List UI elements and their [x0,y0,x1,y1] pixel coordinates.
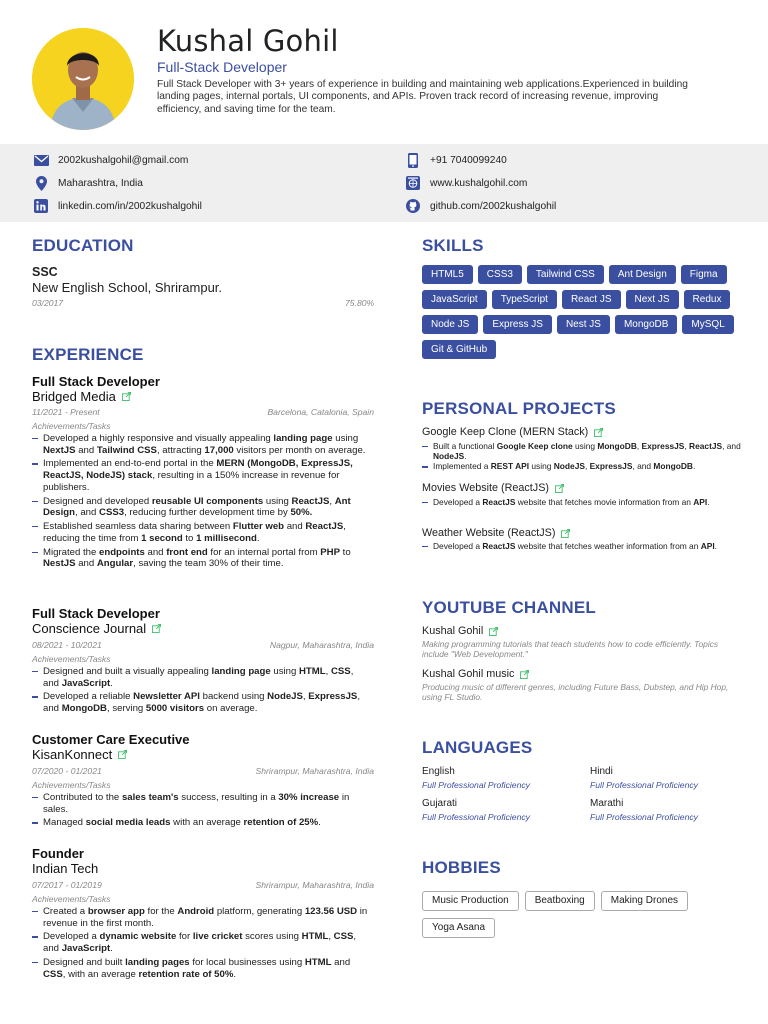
hobby-chip: Yoga Asana [422,918,495,938]
job-3-place: Shrirampur, Maharashtra, India [255,766,374,776]
skill-chip: MySQL [682,315,733,334]
external-link-icon [555,484,564,493]
linkedin-icon [33,198,49,214]
external-link-icon [118,750,127,759]
job-4-company: Indian Tech [32,861,99,876]
phone-contact[interactable] [405,152,507,168]
skill-chip: Figma [681,265,727,284]
job-1-place: Barcelona, Catalonia, Spain [267,407,374,417]
phone-text: +91 7040099240 [430,154,507,166]
external-link-icon [122,392,131,401]
bullet-item: Designed and built a visually appealing landing page using HTML, CSS, and JavaScript. [32,666,372,689]
job-2-place: Nagpur, Maharashtra, India [269,640,374,650]
project-1-bullets [422,442,762,473]
bullet-item: Developed a dynamic website for live cricket scores using HTML, CSS, and JavaScript. [32,931,372,954]
project-3-title: Weather Website (ReactJS) [422,527,556,539]
bullet-item: Implemented a REST API using NodeJS, ExpressJS, and MongoDB. [422,462,742,472]
globe-icon [405,175,421,191]
language-2-level: Full Professional Proficiency [590,780,698,790]
profile-photo [32,28,134,130]
job-3-tasks-label: Achievements/Tasks [32,780,111,790]
skill-chip: JavaScript [422,290,487,309]
job-2-tasks-label: Achievements/Tasks [32,654,111,664]
candidate-name: Kushal Gohil [157,24,339,58]
bullet-item: Developed a reliable Newsletter API backend using NodeJS, ExpressJS, and MongoDB, serving 5000 visitors on average. [32,691,372,714]
project-1-link[interactable] [422,426,603,438]
hobby-chip: Making Drones [601,891,688,911]
job-3-company-link[interactable] [32,747,127,762]
language-4-name: Marathi [590,798,624,809]
location-text: Maharashtra, India [58,177,143,189]
language-1-level: Full Professional Proficiency [422,780,530,790]
job-1-company-link[interactable] [32,389,131,404]
linkedin-contact[interactable] [33,198,202,214]
project-2-link[interactable] [422,482,564,494]
location-pin-icon [33,175,49,191]
youtube-2-desc: Producing music of different genres, including Future Bass, Dubstep, and Hip Hop, using FL Studio. [422,682,729,702]
job-4-date: 07/2017 - 01/2019 [32,880,102,890]
hobby-chip: Beatboxing [525,891,595,911]
bullet-item: Managed social media leads with an average retention of 25%. [32,817,372,829]
hobbies-heading: HOBBIES [422,858,501,877]
job-4-title: Founder [32,846,84,861]
hobbies-list [422,891,722,938]
skills-heading: SKILLS [422,236,484,255]
candidate-role: Full-Stack Developer [157,59,287,75]
skill-chip: Ant Design [609,265,676,284]
youtube-2-title: Kushal Gohil music [422,668,515,680]
job-2-date: 08/2021 - 10/2021 [32,640,102,650]
skill-chip: CSS3 [478,265,522,284]
language-2-name: Hindi [590,766,613,777]
skill-chip: Node JS [422,315,478,334]
skill-chip: Redux [684,290,731,309]
bullet-item: Developed a highly responsive and visually appealing landing page using NextJS and Tailwind CSS, attracting 17,000 visitors per month on average. [32,433,372,456]
youtube-2-link[interactable] [422,668,529,680]
project-3-link[interactable] [422,527,570,539]
bullet-item: Created a browser app for the Android platform, generating 123.56 USD in revenue in the first month. [32,906,372,929]
education-score: 75.80% [345,298,375,308]
skill-chip: Git & GitHub [422,340,496,359]
job-2-company: Conscience Journal [32,621,147,636]
bullet-item: Contributed to the sales team's success, resulting in a 30% increase in sales. [32,792,372,815]
location-contact [33,175,143,191]
github-icon [405,198,421,214]
youtube-heading: YOUTUBE CHANNEL [422,598,596,617]
project-2-title: Movies Website (ReactJS) [422,482,550,494]
website-contact[interactable] [405,175,527,191]
skill-chip: TypeScript [492,290,557,309]
language-3-name: Gujarati [422,798,458,809]
email-text: 2002kushalgohil@gmail.com [58,154,189,166]
skill-chip: Nest JS [557,315,610,334]
skills-list [422,265,752,359]
language-3-level: Full Professional Proficiency [422,812,530,822]
job-3-company: KisanKonnect [32,747,113,762]
email-icon [33,152,49,168]
project-3-bullets [422,542,762,553]
education-degree: SSC [32,265,58,279]
bullet-item: Implemented an end-to-end portal in the MERN (MongoDB, ExpressJS, ReactJS, NodeJS) stack, resulting in a 150% increase in revenue for publishers. [32,458,372,493]
project-2-bullets [422,498,762,509]
job-3-bullets [32,792,372,831]
youtube-1-title: Kushal Gohil [422,625,484,637]
linkedin-text: linkedin.com/in/2002kushalgohil [58,200,202,212]
education-heading: EDUCATION [32,236,134,255]
projects-heading: PERSONAL PROJECTS [422,399,616,418]
job-1-company: Bridged Media [32,389,116,404]
project-1-title: Google Keep Clone (MERN Stack) [422,426,589,438]
email-contact[interactable] [33,152,188,168]
job-2-company-link[interactable] [32,621,161,636]
bullet-item: Designed and built landing pages for local businesses using HTML and CSS, with an average retention rate of 50%. [32,957,372,980]
bullet-item: Developed a ReactJS website that fetches movie information from an API. [422,498,742,508]
avatar [32,28,134,130]
bullet-item: Migrated the endpoints and front end for an internal portal from PHP to NestJS and Angular, saving the team 30% of their time. [32,547,372,570]
education-school: New English School, Shrirampur. [32,280,223,295]
phone-icon [405,152,421,168]
youtube-1-desc: Making programming tutorials that teach students how to code efficiently. Topics include "Web Development." [422,639,719,659]
bullet-item: Built a functional Google Keep clone using MongoDB, ExpressJS, ReactJS, and NodeJS. [422,442,742,461]
job-4-tasks-label: Achievements/Tasks [32,894,111,904]
education-date: 03/2017 [32,298,64,308]
job-1-date: 11/2021 - Present [32,407,100,417]
skill-chip: Tailwind CSS [527,265,604,284]
hobby-chip: Music Production [422,891,519,911]
bullet-item: Developed a ReactJS website that fetches weather information from an API. [422,542,742,552]
skill-chip: Next JS [626,290,679,309]
bullet-item: Designed and developed reusable UI components using ReactJS, Ant Design, and CSS3, reducing further development time by 50%. [32,496,372,519]
skill-chip: MongoDB [615,315,677,334]
language-1-name: English [422,766,455,777]
job-2-title: Full Stack Developer [32,606,160,621]
bullet-item: Established seamless data sharing between Flutter web and ReactJS, reducing the time from 1 second to 1 millisecond. [32,521,372,544]
job-4-bullets [32,906,372,982]
github-contact[interactable] [405,198,556,214]
github-text: github.com/2002kushalgohil [430,200,557,212]
skill-chip: HTML5 [422,265,473,284]
external-link-icon [520,670,529,679]
job-1-tasks-label: Achievements/Tasks [32,421,111,431]
job-4-place: Shrirampur, Maharashtra, India [255,880,374,890]
youtube-1-link[interactable] [422,625,498,637]
external-link-icon [561,529,570,538]
job-3-title: Customer Care Executive [32,732,190,747]
external-link-icon [152,624,161,633]
job-2-bullets [32,666,372,717]
languages-heading: LANGUAGES [422,738,533,757]
experience-heading: EXPERIENCE [32,345,144,364]
external-link-icon [489,627,498,636]
profile-summary: Full Stack Developer with 3+ years of experience in building and maintaining web applications.Experienced in building landing pages, internal portals, UI components, and APIs. Proven track record of increasing revenue, improving efficiency, and saving time for the team. [157,79,688,115]
job-1-bullets [32,433,372,572]
job-3-date: 07/2020 - 01/2021 [32,766,102,776]
skill-chip: Express JS [483,315,552,334]
website-text: www.kushalgohil.com [430,177,528,189]
skill-chip: React JS [562,290,621,309]
language-4-level: Full Professional Proficiency [590,812,698,822]
job-1-title: Full Stack Developer [32,374,160,389]
external-link-icon [594,428,603,437]
